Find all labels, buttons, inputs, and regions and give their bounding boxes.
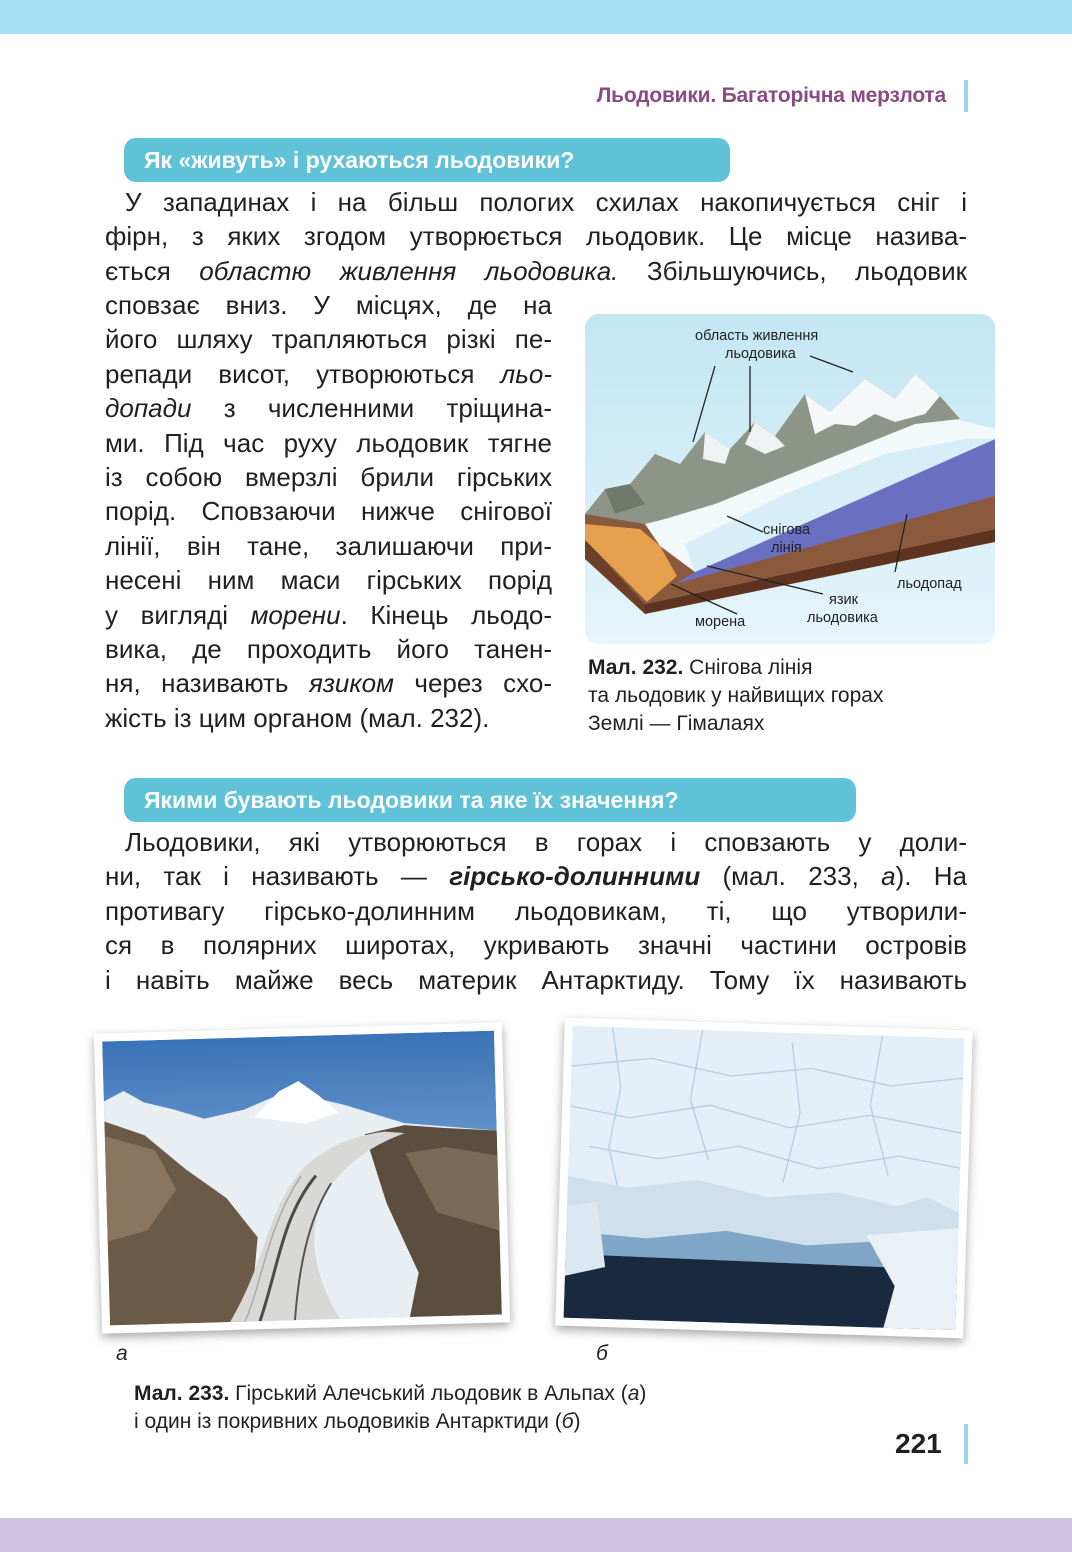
text-line: несені ним маси гірських порід xyxy=(105,565,552,596)
text-line: сповзає вниз. У місцях, де на xyxy=(105,290,552,320)
label-tongue-2: льодовика xyxy=(807,610,878,626)
text-line: у вигляді морени. Кінець льодо- xyxy=(105,599,552,630)
term-icefalls: допади xyxy=(105,393,192,424)
text-line: допади з численними тріщина- xyxy=(105,393,552,424)
text-line: ни, так і називають — гірсько-долинними (мал. 233, а). На xyxy=(105,861,967,892)
mountain-glacier-image xyxy=(102,1031,502,1326)
text-line: У западинах і на більш пологих схилах накопичується сніг і xyxy=(125,187,967,217)
text-line: жість із цим органом (мал. 232). xyxy=(105,702,490,733)
text-line: ся в полярних широтах, укривають значні частини островів xyxy=(105,930,967,961)
text-line: ється областю живлення льодовика. Збільшуючись, льодовик xyxy=(105,255,968,286)
photo-antarctic-glacier xyxy=(555,1018,972,1339)
section-title-types: Якими бувають льодовики та яке їх значення? xyxy=(124,778,856,822)
text-line: репади висот, утворюються льо- xyxy=(105,358,552,389)
top-color-band xyxy=(0,0,1072,34)
text-line: лінії, він тане, залишаючи при- xyxy=(105,530,552,561)
glacier-diagram xyxy=(585,314,995,644)
text-line: ня, називають язиком через схо- xyxy=(105,668,552,699)
text-line: вика, де проходить його танен- xyxy=(105,634,552,665)
photo-aletsch-glacier xyxy=(94,1022,510,1333)
bottom-color-band xyxy=(0,1518,1072,1552)
running-head: Льодовики. Багаторічна мерзлота xyxy=(596,84,946,107)
label-moraine: морена xyxy=(695,614,746,630)
page-number-divider xyxy=(964,1424,968,1464)
term-tongue: язиком xyxy=(308,668,394,699)
text-line: фірн, з яких згодом утворюється льодовик. Це місце назива- xyxy=(105,221,967,252)
section-title-movement: Як «живуть» і рухаються льодовики? xyxy=(124,138,730,182)
label-snow-line-2: лінія xyxy=(771,540,802,556)
section2-paragraph xyxy=(105,825,967,997)
term-feeding-area: областю живлення льодовика. xyxy=(199,255,619,286)
text-line: із собою вмерзлі брили гірських xyxy=(105,462,552,493)
text-line: і навіть майже весь материк Антарктиду. Тому їх називають xyxy=(105,964,967,995)
label-snow-line: снігова xyxy=(763,522,811,538)
text-line: ми. Під час руху льодовик тягне xyxy=(105,427,552,458)
figure-233-caption: Мал. 233. Гірський Алечський льодовик в Альпах (а) і один із покривних льодовиків Антарктиди (б) xyxy=(134,1382,647,1433)
section1-narrow-paragraph xyxy=(105,288,552,735)
page-number: 221 xyxy=(895,1428,942,1459)
text-line: противагу гірсько-долинним льодовикам, ті, що утворили- xyxy=(105,895,967,926)
glacier-diagram-illustration xyxy=(585,314,995,644)
figure-233-label-b: б xyxy=(596,1342,608,1365)
figure-233-label-a: а xyxy=(116,1342,128,1365)
running-head-divider xyxy=(964,80,968,112)
label-icefall: льодопад xyxy=(897,576,962,592)
term-moraine: морени xyxy=(250,599,341,630)
term-mountain-valley: гірсько-долинними xyxy=(449,861,701,892)
text-line: його шляху трапляються різкі пе- xyxy=(105,324,552,355)
figure-232-caption: Мал. 232. Снігова лінія та льодовик у найвищих горах Землі — Гімалаях xyxy=(588,656,884,735)
section1-intro-paragraph xyxy=(105,185,967,288)
label-feeding-area: область живлення xyxy=(695,328,819,344)
label-tongue: язик xyxy=(829,592,858,608)
label-feeding-area-2: льодовика xyxy=(725,346,796,362)
ice-sheet-image xyxy=(564,1026,965,1330)
text-line: Льодовики, які утворюються в горах і сповзають у доли- xyxy=(125,827,967,857)
text-line: порід. Сповзаючи нижче снігової xyxy=(105,496,552,527)
